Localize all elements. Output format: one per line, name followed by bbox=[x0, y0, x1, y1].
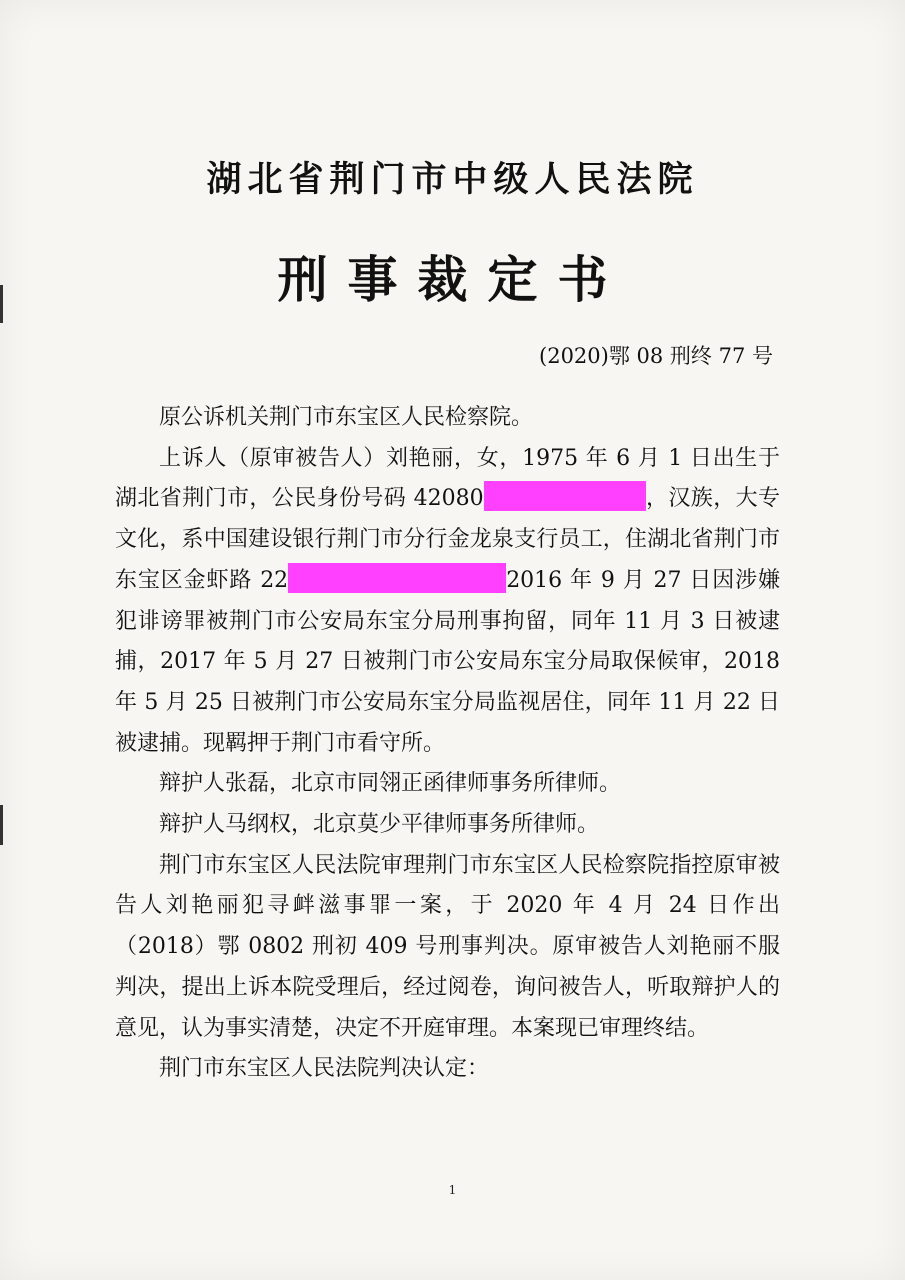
defender-paragraph: 辩护人马纲权，北京莫少平律师事务所律师。 bbox=[159, 812, 600, 838]
finding-intro-paragraph: 荆门市东宝区人民法院判决认定： bbox=[159, 1056, 490, 1082]
page-number: 1 bbox=[448, 1183, 457, 1197]
appellant-text-2: ，汉族，大专文化，系中国建设银行荆门市分行金龙泉支行员工，住湖北省荆门市东宝区金虾路 22 bbox=[115, 486, 780, 593]
redaction-address bbox=[288, 563, 506, 593]
prosecutor-paragraph: 原公诉机关荆门市东宝区人民检察院。 bbox=[159, 405, 534, 430]
case-number: (2020)鄂 08 刑终 77 号 bbox=[539, 344, 773, 368]
procedure-paragraph: 荆门市东宝区人民法院审理荆门市东宝区人民检察院指控原审被告人刘艳丽犯寻衅滋事罪一案，于 2020 年 4 月 24 日作出（2018）鄂 0802 刑初 409 号刑事判决。原审被告人刘艳丽不服判决，提出上诉本院受理后，经过阅卷，询问被告人，听取辩护人的意见，认为事实清楚，决定不开庭审理。本案现已审理终结。 bbox=[115, 852, 780, 1041]
appellant-text-3: 2016 年 9 月 27 日因涉嫌犯诽谤罪被荆门市公安局东宝分局刑事拘留，同年 11 月 3 日被逮捕，2017 年 5 月 27 日被荆门市公安局东宝分局取保候审，2018 年 5 月 25 日被荆门市公安局东宝分局监视居住，同年 11 月 22 日被逮捕。现羁押于荆门市看守所。 bbox=[115, 567, 780, 756]
defender-paragraph: 辩护人张磊，北京市同翎正函律师事务所律师。 bbox=[159, 771, 622, 797]
scan-edge-mark bbox=[0, 805, 3, 845]
appellant-paragraph bbox=[115, 439, 780, 765]
appellant-text-1: 上诉人（原审被告人）刘艳丽，女，1975 年 6 月 1 日出生于湖北省荆门市，公民身份号码 42080 bbox=[115, 445, 780, 512]
document-title: 刑事裁定书 bbox=[277, 250, 628, 309]
document-body bbox=[115, 398, 780, 1090]
redaction-id-number bbox=[484, 481, 646, 511]
court-name: 湖北省荆门市中级人民法院 bbox=[206, 159, 699, 200]
